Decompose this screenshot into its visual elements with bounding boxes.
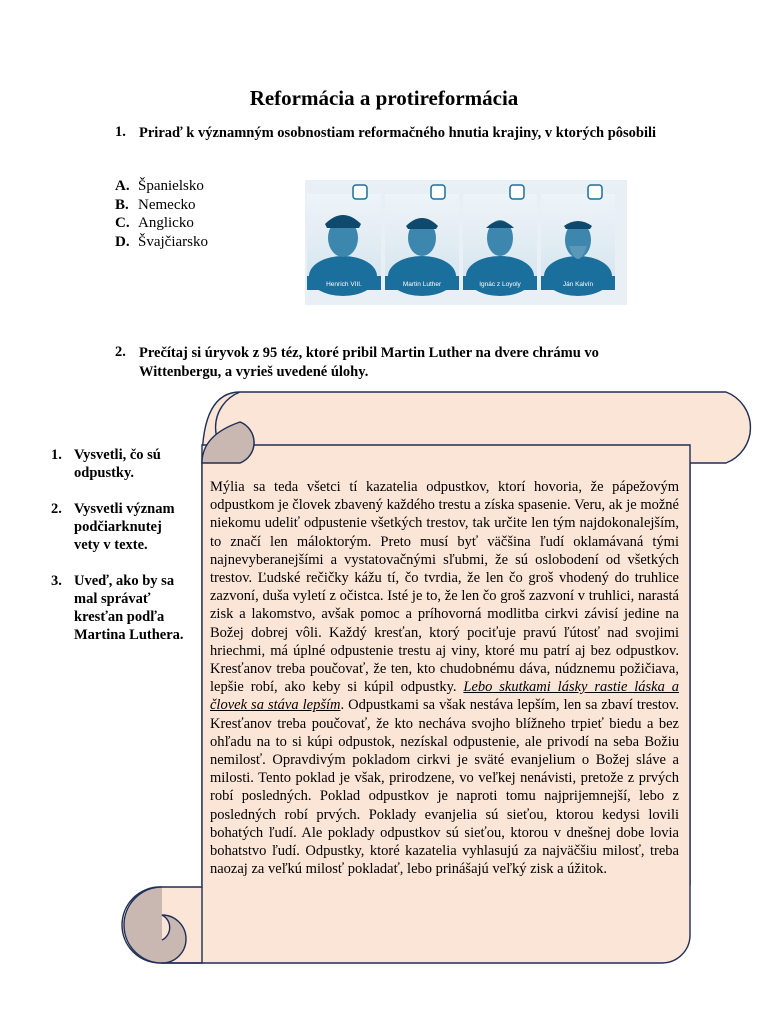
checkbox-icon[interactable] [588,185,602,199]
question-1-number: 1. [115,124,126,140]
question-1-text: Priraď k významným osobnostiam reformačného hnutia krajiny, v ktorých pôsobili [139,125,657,141]
checkbox-icon[interactable] [510,185,524,199]
task-text: Vysvetli význam podčiarknutej vety v texte. [74,501,175,553]
option-label: Španielsko [138,178,204,194]
portrait-name: Martin Luther [402,281,442,288]
task-number: 1. [51,447,62,463]
option-c [115,214,208,233]
luther-theses-passage [210,478,679,878]
task-text: Vysvetli, čo sú odpustky. [74,447,161,481]
option-label: Anglicko [138,215,194,231]
option-letter: C. [115,215,130,231]
question-2-number: 2. [115,344,126,360]
task-number: 3. [51,573,62,589]
question-2-text: Prečítaj si úryvok z 95 téz, ktoré pribil Martin Luther na dvere chrámu vo Wittenbergu, a vyrieš uvedené úlohy. [139,345,599,380]
option-label: Nemecko [138,196,196,213]
option-d [115,233,208,252]
portrait-henrich-viii [307,185,381,296]
portrait-name: Henrich VIII. [326,281,362,288]
task-text: Uveď, ako by sa mal správať kresťan podľa Martina Luthera. [74,573,184,643]
portrait-martin-luther [385,185,459,296]
option-a [115,177,208,196]
underlined-sentence: Lebo skutkami lásky rastie láska a človek sa stáva lepším [210,679,679,714]
portrait-jan-kalvin [541,185,615,296]
portrait-ignac-z-loyoly [463,185,537,296]
checkbox-icon[interactable] [353,185,367,199]
option-letter: B. [115,196,129,213]
reformers-portrait-strip [305,180,627,305]
option-letter: A. [115,178,130,194]
passage-text-before: Mýlia sa teda všetci tí kazatelia odpustkov, ktorí hovoria, že pápežovým odpustkom je človek zbavený každého trestu a získa spasenie. Veru, ak je možné niekomu udeliť odpustenie všetkých trestov, tak určite len tým najdokonalejším, to značí len máloktorým. Preto musí byť väčšina ľudí oklamávaná tými najnevyberanejšími a vystatovačnými sľubmi, že sú oslobodení od všetkých trestov. Ľudské rečičky kážu tí, čo tvrdia, že len čo groš vhodený do truhlice zazvoní, duša vyletí z očistca. Isté je to, že len čo groš zazvoní v truhlici, narastá zisk a lakomstvo, avšak pomoc a príhovorná modlitba cirkvi závisí jedine na Božej dobrej vôli. Každý kresťan, ktorý pociťuje pravú ľútosť nad svojimi hriechmi, má úplné odpustenie trestu aj viny, ktoré mu patrí aj bez odpustkov. Kresťanov treba poučovať, že ten, kto chudobnému dáva, núdznemu požičiava, lepšie robí, ako keby si kúpil odpustky. [210,479,679,696]
page-title: Reformácia a protireformácia [249,86,519,110]
option-b [115,196,208,215]
portrait-name: Ján Kalvín [562,281,594,288]
option-letter: D. [115,233,130,250]
checkbox-icon[interactable] [431,185,445,199]
portrait-name: Ignác z Loyoly [479,281,521,288]
option-label: Švajčiarsko [138,233,208,250]
passage-text-after: . Odpustkami sa však nestáva lepším, len sa zbaví trestov. Kresťanov treba poučovať, že kto necháva svojho blížneho trpieť biedu a bez ohľadu na to si kúpi odpustok, nezískal odpustenie, ale privodí na seba Božiu nemilosť. Opravdivým pokladom cirkvi je sväté evanjelium o Božej sláve a milosti. Tento poklad je však, prirodzene, vo veľkej nenávisti, pretože z prvých robí posledných. Poklad odpustkov je naproti tomu najprijemnejší, lebo z posledných robí prvých. Poklady evanjelia sú sieťou, ktorou kedysi lovili bohatých ľudí. Ale poklady odpustkov sú sieťou, ktorou v dnešnej dobe lovia bohatstvo ľudí. Odpustky, ktoré kazatelia vyhlasujú za najväčšiu milosť, treba naozaj za veľkú milosť pokladať, lebo prinášajú veľký zisk a úžitok. [210,697,679,878]
country-options [115,177,208,251]
task-number: 2. [51,501,62,517]
